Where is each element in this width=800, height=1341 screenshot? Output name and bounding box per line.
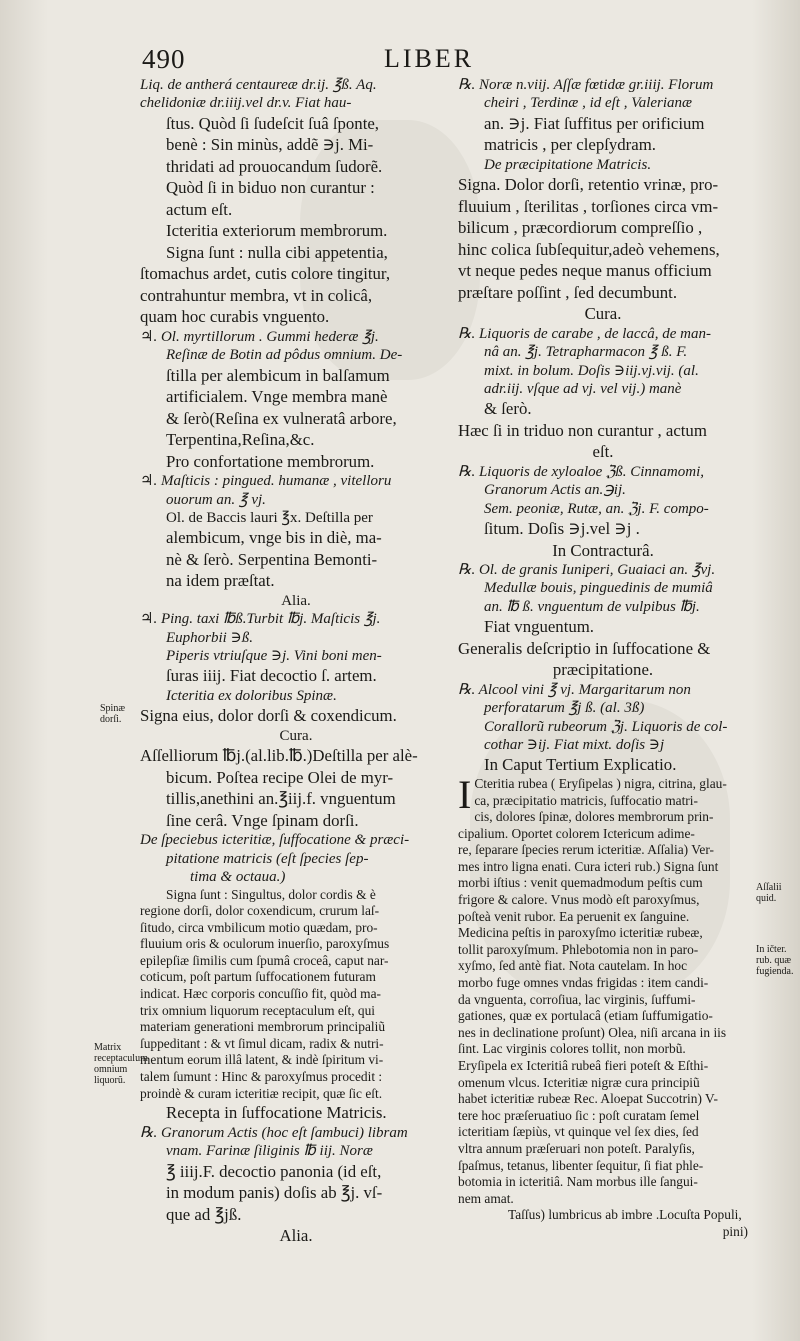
- line-text: ℞. Liquoris de carabe , de laccâ, de man-: [458, 325, 711, 342]
- margin-note-icter: In ičter. rub. quæ fugienda.: [756, 944, 794, 977]
- line-text: nè & ſerò. Serpentina Bemonti-: [166, 549, 378, 569]
- line-text: benè : Sin minùs, addẽ ∋j. Mi-: [166, 135, 374, 155]
- text-line: [140, 76, 452, 94]
- text-line: [458, 380, 748, 398]
- line-text: Cteritia rubea ( Eryſipelas ) nigra, citrina, glau-: [474, 775, 727, 791]
- text-line: [458, 481, 748, 499]
- line-text: ſtus. Quòd ſi ſudeſcit ſuâ ſponte,: [166, 113, 380, 133]
- text-line: [458, 1058, 748, 1075]
- line-text: Granorum Actis an.℈ij.: [484, 482, 626, 499]
- line-text: Icteritia ex doloribus Spinæ.: [166, 687, 337, 704]
- text-line: [458, 958, 748, 975]
- text-line: [140, 177, 452, 199]
- line-text: gationes, quæ ex portulacâ (etiam ſuffumigatio-: [458, 1008, 713, 1024]
- line-text: mentum eorum illâ latent, & indè ſpiritum vi-: [140, 1052, 384, 1068]
- line-text: Taſſus) lumbricus ab imbre .Locuſta Populi,: [508, 1207, 742, 1223]
- text-line: [458, 1141, 748, 1158]
- line-text: da vnguenta, corroſiua, lac virginis, ſuffumi-: [458, 991, 696, 1007]
- line-text: ℞. Liquoris de xyloaloe ℨß. Cinnamomi,: [458, 463, 705, 480]
- text-line: [458, 156, 748, 174]
- line-text: Reſinæ de Botin ad pôdus omnium. De-: [166, 347, 403, 364]
- line-text: ℞. Alcool vini ℥ vj. Margaritarum non: [458, 681, 691, 698]
- line-text: Corallorũ rubeorum ℨj. Liquoris de col-: [484, 718, 728, 735]
- line-text: Icteritia exteriorum membrorum.: [166, 221, 388, 241]
- text-line: [140, 592, 452, 610]
- text-line: [458, 1108, 748, 1125]
- text-line: [458, 992, 748, 1009]
- text-line: [140, 936, 452, 953]
- text-line: [458, 616, 748, 638]
- text-line: [458, 1224, 748, 1241]
- line-text: Quòd ſi in biduo non curantur :: [166, 178, 375, 198]
- line-text: proindè & curam icteritiæ recipit, quæ ſic eſt.: [140, 1085, 383, 1101]
- left-column: [140, 76, 452, 1247]
- line-text: Alia.: [281, 592, 311, 609]
- text-line: [458, 76, 748, 94]
- text-line: [458, 1174, 748, 1191]
- line-text: Alia.: [279, 1226, 313, 1246]
- line-text: eſt.: [592, 442, 614, 462]
- line-text: Medullæ bouis, pinguedinis de mumiâ: [484, 580, 713, 597]
- text-line: [140, 491, 452, 509]
- line-text: Terpentina,Reſina,&c.: [166, 430, 315, 450]
- line-text: matricis , per clepſydram.: [484, 135, 656, 155]
- text-line: [458, 942, 748, 959]
- line-text: an. ℔ ß. vnguentum de vulpibus ℔j.: [484, 598, 700, 615]
- line-text: mixt. in bolum. Doſis ∋iij.vj.vij. (al.: [484, 362, 699, 379]
- line-text: chelidoniæ dr.iiij.vel dr.v. Fiat hau-: [140, 95, 352, 112]
- line-text: ſtilla per alembicum in balſamum: [166, 365, 390, 385]
- text-line: [140, 1142, 452, 1160]
- line-text: hinc colica ſubſequitur,adeò vehemens,: [458, 239, 720, 259]
- line-text: epilepſiæ ſimilis cum ſpumâ croceâ, caput nar-: [140, 952, 389, 968]
- text-line: [140, 629, 452, 647]
- line-text: indicat. Hæc corporis concuſſio fit, quòd ma-: [140, 986, 381, 1002]
- text-line: [458, 362, 748, 380]
- line-text: Ol. de Baccis lauri ℥x. Deſtilla per: [166, 509, 373, 526]
- margin-note-matrix: Matrix receptaculum omnium liquorũ.: [94, 1042, 148, 1086]
- line-text: cis, dolores ſpinæ, dolores membrorum prin-: [474, 809, 714, 825]
- page-header: [0, 44, 800, 78]
- text-line: [140, 306, 452, 328]
- line-text: De præcipitatione Matricis.: [484, 156, 652, 173]
- text-line: [140, 920, 452, 937]
- line-text: quam hoc curabis vnguento.: [140, 307, 330, 327]
- line-text: ſine cerâ. Vnge ſpinam dorſi.: [166, 810, 359, 830]
- line-text: Signa. Dolor dorſi, retentio vrinæ, pro-: [458, 175, 719, 195]
- line-text: Cura.: [584, 304, 622, 324]
- text-line: [458, 1008, 748, 1025]
- line-text: pitatione matricis (eſt ſpecies ſep-: [166, 850, 369, 867]
- line-text: ſpaſmus, tetanus, libenter ſequitur, ſi fiat phle-: [458, 1157, 704, 1173]
- line-text: tima & octaua.): [190, 869, 286, 886]
- text-line: [458, 398, 748, 420]
- line-text: regione dorſi, dolor coxendicum, crurum laſ-: [140, 903, 380, 919]
- text-line: [458, 420, 748, 442]
- line-text: De ſpeciebus icteritiæ, ſuffocatione & præci-: [140, 832, 410, 849]
- line-text: & ſerò(Reſina ex vulneratâ arbore,: [166, 408, 397, 428]
- line-text: mes intro ligna enati. Cura icteri rub.) Signa ſunt: [458, 858, 719, 874]
- text-line: [140, 850, 452, 868]
- text-line: [458, 598, 748, 616]
- line-text: ca, præcipitatio matricis, ſuffocatio matri-: [474, 792, 698, 808]
- text-line: [458, 1091, 748, 1108]
- text-line: [474, 793, 748, 810]
- text-line: [458, 842, 748, 859]
- text-line: [140, 969, 452, 986]
- text-line: [458, 875, 748, 892]
- text-line: [458, 561, 748, 579]
- right-column: [458, 76, 748, 1241]
- text-line: [140, 665, 452, 687]
- line-text: cheiri , Terdinæ , id eſt , Valerianæ: [484, 95, 693, 112]
- line-text: ſtomachus ardet, cutis colore tingitur,: [140, 264, 391, 284]
- text-line: [140, 285, 452, 307]
- text-line: [458, 909, 748, 926]
- text-line: [140, 472, 452, 490]
- text-line: [458, 325, 748, 343]
- text-line: [140, 386, 452, 408]
- text-line: [140, 134, 452, 156]
- line-text: Signa eius, dolor dorſi & coxendicum.: [140, 706, 397, 726]
- line-text: Signa ſunt : nulla cibi appetentia,: [166, 242, 388, 262]
- text-line: [140, 199, 452, 221]
- line-text: ouorum an. ℥ vj.: [166, 491, 266, 508]
- line-text: artificialem. Vnge membra manè: [166, 387, 388, 407]
- text-line: [458, 500, 748, 518]
- text-line: [140, 242, 452, 264]
- text-line: [458, 925, 748, 942]
- text-line: [140, 527, 452, 549]
- text-line: [140, 549, 452, 571]
- text-line: [458, 1207, 748, 1224]
- line-text: an. ∋j. Fiat ſuffitus per orificium: [484, 113, 705, 133]
- line-text: ſitum. Doſis ∋j.vel ∋j .: [484, 519, 640, 539]
- text-line: [458, 113, 748, 135]
- text-line: [140, 1069, 452, 1086]
- text-line: [458, 1158, 748, 1175]
- line-text: tere hoc præſeruatiuo ſic : poſt curatam ſemel: [458, 1107, 700, 1123]
- text-line: [140, 1204, 452, 1226]
- line-text: Generalis deſcriptio in ſuffocatione &: [458, 638, 711, 658]
- line-text: Cura.: [279, 727, 313, 744]
- text-line: [140, 887, 452, 904]
- line-text: In Caput Tertium Explicatio.: [484, 755, 677, 775]
- text-line: [140, 1003, 452, 1020]
- text-line: [140, 687, 452, 705]
- line-text: Piperis vtriuſque ∋j. Vini boni men-: [166, 648, 382, 665]
- text-line: [140, 509, 452, 527]
- text-line: [140, 346, 452, 364]
- line-text: bicum. Poſtea recipe Olei de myr-: [166, 767, 394, 787]
- text-line: [458, 1191, 748, 1208]
- line-text: adr.iij. vſque ad vj. vel vij.) manè: [484, 380, 682, 397]
- line-text: pini): [722, 1223, 748, 1239]
- text-line: [458, 217, 748, 239]
- line-text: na idem præſtat.: [166, 571, 275, 591]
- text-line: [140, 1052, 452, 1069]
- text-line: [140, 868, 452, 886]
- line-text: nem amat.: [458, 1190, 514, 1206]
- text-line: [458, 681, 748, 699]
- line-text: Eryſipela ex Icteritiâ rubeâ fieri poteſt & Eſthi-: [458, 1058, 709, 1073]
- text-line: [140, 986, 452, 1003]
- line-text: nâ an. ℥j. Tetrapharmacon ℥ ß. F.: [484, 344, 688, 361]
- text-line: [458, 699, 748, 717]
- text-line: [458, 174, 748, 196]
- line-text: fluuium oris & oculorum inuerſio, paroxyſmus: [140, 936, 390, 952]
- text-line: [458, 1124, 748, 1141]
- text-line: [140, 328, 452, 346]
- text-line: [458, 826, 748, 843]
- line-text: contrahuntur membra, vt in colicâ,: [140, 285, 373, 305]
- line-text: ♃. Maſticis : pingued. humanæ , vitelloru: [140, 473, 392, 490]
- text-line: [140, 727, 452, 745]
- text-line: [140, 1182, 452, 1204]
- text-line: [458, 736, 748, 754]
- text-line: [458, 892, 748, 909]
- line-text: vt neque pedes neque manus officium: [458, 261, 712, 281]
- line-text: fluuium , ſterilitas , torſiones circa vm-: [458, 196, 719, 216]
- line-text: Liq. de antherá centaureæ dr.ij. ℥ß. Aq.: [140, 77, 377, 93]
- line-text: Recepta in ſuffocatione Matricis.: [166, 1103, 387, 1123]
- text-line: [458, 518, 748, 540]
- text-line: [140, 156, 452, 178]
- text-line: [140, 365, 452, 387]
- line-text: præſtare poſſint , ſed decumbunt.: [458, 282, 678, 302]
- line-text: Signa ſunt : Singultus, dolor cordis & è: [166, 886, 376, 902]
- line-text: Medicina peſtis in paroxyſmo icteritiæ rubeæ,: [458, 925, 703, 941]
- text-line: [458, 303, 748, 325]
- line-text: alembicum, vnge bis in diè, ma-: [166, 528, 382, 548]
- text-line: [458, 239, 748, 261]
- line-text: ♃. Ol. myrtillorum . Gummi hederæ ℥j.: [140, 328, 379, 345]
- text-line: [458, 1025, 748, 1042]
- line-text: In Contracturâ.: [552, 540, 654, 560]
- line-text: Sem. peoniæ, Rutæ, an. ℨj. F. compo-: [484, 500, 709, 517]
- text-line: [140, 647, 452, 665]
- line-text: ℞. Granorum Actis (hoc eſt ſambuci) libram: [140, 1124, 408, 1141]
- text-line: [458, 1041, 748, 1058]
- text-line: [140, 705, 452, 727]
- text-line: [140, 113, 452, 135]
- text-line: [140, 745, 452, 767]
- text-line: [140, 767, 452, 789]
- line-text: que ad ℥jß.: [166, 1204, 242, 1224]
- text-line: [140, 788, 452, 810]
- text-line: [140, 1225, 452, 1247]
- line-text: ſuppeditant : & vt ſimul dicam, radix & nutri-: [140, 1035, 384, 1051]
- line-text: actum eſt.: [166, 199, 233, 219]
- text-line: [140, 570, 452, 592]
- text-line: [140, 1161, 452, 1183]
- line-text: in modum panis) doſis ab ℥j. vſ-: [166, 1183, 383, 1203]
- text-line: [140, 610, 452, 628]
- text-line: [140, 1086, 452, 1103]
- line-text: tollit paroxyſmum. Phlebotomia non in paro-: [458, 941, 699, 957]
- page-number: 490: [142, 44, 186, 74]
- line-text: vltra annum præſeruari non poteſt. Paralyſis,: [458, 1140, 695, 1156]
- line-text: tillis,anethini an.℥iij.f. vnguentum: [166, 789, 396, 809]
- line-text: nes in declinatione proſunt) Olea, niſi arcana in iis: [458, 1024, 727, 1040]
- text-line: [140, 451, 452, 473]
- line-text: ℞. Noræ n.viij. Aſſæ fœtidæ gr.iiij. Florum: [458, 77, 714, 93]
- text-line: [140, 831, 452, 849]
- text-line: [140, 810, 452, 832]
- line-text: botomia in icteritiâ. Nam morbus ille ſangui-: [458, 1174, 698, 1190]
- text-line: [458, 659, 748, 681]
- line-text: morbo fuge omnes vndas frigidas : item candi-: [458, 975, 709, 991]
- line-text: cipalium. Oportet colorem Ictericum adime-: [458, 825, 695, 841]
- text-line: [458, 975, 748, 992]
- line-text: ſint. Lac virginis colores tollit, non morbũ.: [458, 1041, 686, 1057]
- line-text: bilicum , præcordiorum compreſſio ,: [458, 218, 703, 238]
- text-line: [140, 94, 452, 112]
- line-text: frigore & calore. Vnus modò eſt paroxyſmus,: [458, 892, 700, 908]
- text-line: [474, 809, 748, 826]
- line-text: omenum vlcus. Icteritiæ nigræ cura principiũ: [458, 1074, 700, 1090]
- text-line: [140, 1019, 452, 1036]
- line-text: thridati ad prouocandum ſudorẽ.: [166, 156, 383, 176]
- text-line: [140, 220, 452, 242]
- line-text: Pro confortatione membrorum.: [166, 451, 375, 471]
- line-text: icteritiam ſæpiùs, vt quinque vel ſex dies, ſed: [458, 1124, 699, 1140]
- line-text: ſitudo, circa vmbilicum motio quædam, pro-: [140, 919, 378, 935]
- line-text: morbi iſtius : venit quemadmodum peſtis cum: [458, 875, 703, 891]
- line-text: & ſerò.: [484, 399, 532, 419]
- text-line: [458, 718, 748, 736]
- line-text: re, ſeparare ſpecies rerum icteritiæ. Aſſalia) Ver-: [458, 842, 715, 858]
- line-text: xyſmo, ſed antè fiat. Nota cautelam. In hoc: [458, 958, 688, 974]
- text-line: [140, 1102, 452, 1124]
- text-line: [140, 953, 452, 970]
- line-text: perforatarum ℥j ß. (al. 3ß): [484, 700, 645, 717]
- margin-note-assalii: Aſſalii quid.: [756, 882, 782, 904]
- line-text: trix omnium liquorum receptaculum eſt, qui: [140, 1002, 376, 1018]
- line-text: habet icteritiæ rubeæ Rec. Aloepat Succotrin) V-: [458, 1091, 718, 1107]
- line-text: talem ſumunt : Hinc & paroxyſmus procedit :: [140, 1069, 383, 1085]
- line-text: poſteà venit rubor. Ea peruenit ex ſanguine.: [458, 908, 690, 924]
- line-text: ℞. Ol. de granis Iuniperi, Guaiaci an. ℥vj.: [458, 562, 716, 579]
- line-text: cothar ∋ij. Fiat mixt. doſis ∋j: [484, 737, 665, 753]
- text-line: [458, 94, 748, 112]
- margin-note-spinae: Spinæ dorſi.: [100, 703, 126, 725]
- text-line: [458, 1075, 748, 1092]
- text-line: [458, 282, 748, 304]
- line-text: Hæc ſi in triduo non curantur , actum: [458, 420, 707, 440]
- text-line: [458, 540, 748, 562]
- text-line: [458, 260, 748, 282]
- text-line: [458, 196, 748, 218]
- text-line: [140, 408, 452, 430]
- running-title: LIBER: [384, 44, 475, 73]
- text-line: [458, 754, 748, 776]
- line-text: Euphorbii ∋ß.: [166, 629, 253, 646]
- line-text: materiam generationi membrorum principaliũ: [140, 1019, 386, 1035]
- text-line: [458, 638, 748, 660]
- text-line: [140, 903, 452, 920]
- line-text: ℥ iiij.F. decoctio panonia (id eſt,: [166, 1161, 382, 1181]
- text-line: [140, 263, 452, 285]
- line-text: Fiat vnguentum.: [484, 617, 595, 637]
- line-text: vnam. Farinæ ſiliginis ℔ iij. Noræ: [166, 1143, 373, 1160]
- text-line: [140, 429, 452, 451]
- line-text: ſuras iiij. Fiat decoctio ſ. artem.: [166, 666, 377, 686]
- text-line: [458, 441, 748, 463]
- text-line: [458, 343, 748, 361]
- line-text: Aſſelliorum ℔j.(al.lib.℔.)Deſtilla per alè-: [140, 746, 418, 766]
- text-line: [458, 134, 748, 156]
- drop-cap: I: [458, 771, 472, 817]
- line-text: coticum, poſt partum ſuffocationem futuram: [140, 969, 376, 985]
- line-text: præcipitatione.: [552, 660, 654, 680]
- text-line: [458, 579, 748, 597]
- line-text: ♃. Ping. taxi ℔ß.Turbit ℔j. Maſticis ℥j.: [140, 611, 381, 628]
- text-line: [458, 859, 748, 876]
- text-line: [458, 463, 748, 481]
- text-line: [140, 1124, 452, 1142]
- text-line: [140, 1036, 452, 1053]
